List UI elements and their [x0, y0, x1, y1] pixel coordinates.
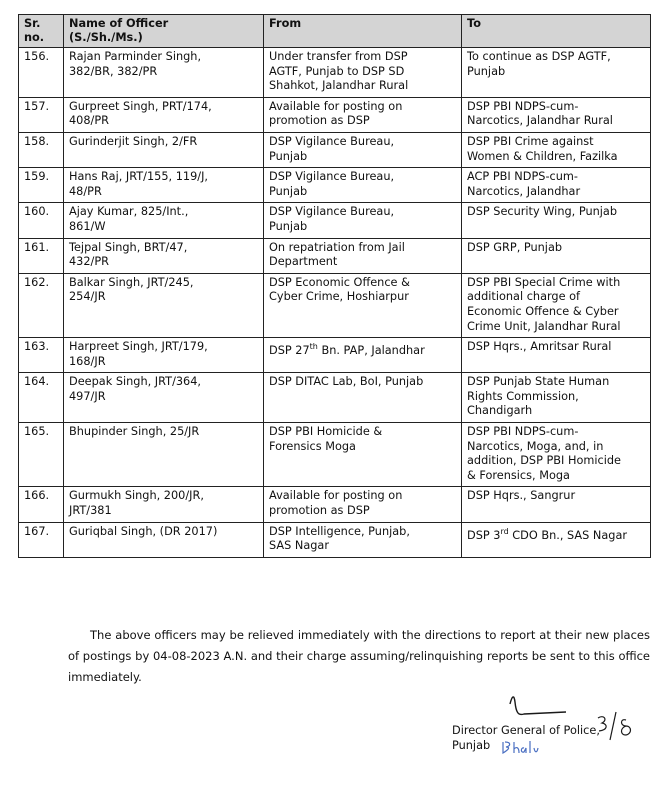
cell-from-posting: DSP DITAC Lab, BoI, Punjab — [264, 373, 462, 423]
cell-to-posting: DSP 3rd CDO Bn., SAS Nagar — [462, 522, 651, 557]
table-row — [19, 97, 651, 132]
cell-sr-no: 166. — [19, 487, 64, 522]
cell-sr-no: 167. — [19, 522, 64, 557]
cell-officer-name: Rajan Parminder Singh, 382/BR, 382/PR — [64, 48, 264, 98]
header-from: From — [264, 15, 462, 48]
postings-table — [18, 14, 651, 558]
table-row — [19, 522, 651, 557]
cell-officer-name: Hans Raj, JRT/155, 119/J, 48/PR — [64, 168, 264, 203]
cell-to-posting: ACP PBI NDPS-cum- Narcotics, Jalandhar — [462, 168, 651, 203]
cell-officer-name: Guriqbal Singh, (DR 2017) — [64, 522, 264, 557]
header-row — [19, 15, 651, 48]
cell-officer-name: Deepak Singh, JRT/364, 497/JR — [64, 373, 264, 423]
cell-to-posting: DSP GRP, Punjab — [462, 238, 651, 273]
cell-officer-name: Gurinderjit Singh, 2/FR — [64, 132, 264, 167]
cell-officer-name: Tejpal Singh, BRT/47, 432/PR — [64, 238, 264, 273]
cell-officer-name: Gurpreet Singh, PRT/174, 408/PR — [64, 97, 264, 132]
cell-to-posting: DSP PBI NDPS-cum- Narcotics, Moga, and, in addition, DSP PBI Homicide & Forensics, Moga — [462, 423, 651, 487]
table-row — [19, 132, 651, 167]
cell-sr-no: 159. — [19, 168, 64, 203]
cell-from-posting: DSP Economic Offence & Cyber Crime, Hoshiarpur — [264, 273, 462, 337]
cell-sr-no: 158. — [19, 132, 64, 167]
table-row — [19, 238, 651, 273]
cell-to-posting: DSP Security Wing, Punjab — [462, 203, 651, 238]
cell-sr-no: 164. — [19, 373, 64, 423]
table-row — [19, 203, 651, 238]
cell-from-posting: Available for posting on promotion as DSP — [264, 487, 462, 522]
cell-from-posting: On repatriation from Jail Department — [264, 238, 462, 273]
cell-to-posting: DSP Hqrs., Amritsar Rural — [462, 338, 651, 373]
cell-from-posting: Under transfer from DSP AGTF, Punjab to DSP SD Shahkot, Jalandhar Rural — [264, 48, 462, 98]
table-row — [19, 487, 651, 522]
cell-sr-no: 161. — [19, 238, 64, 273]
relieving-directions-paragraph — [68, 625, 650, 688]
cell-to-posting: DSP Hqrs., Sangrur — [462, 487, 651, 522]
cell-from-posting: DSP 27th Bn. PAP, Jalandhar — [264, 338, 462, 373]
cell-to-posting: DSP PBI NDPS-cum- Narcotics, Jalandhar Rural — [462, 97, 651, 132]
cell-officer-name: Ajay Kumar, 825/Int., 861/W — [64, 203, 264, 238]
designation-line-2: Punjab — [452, 739, 491, 752]
cell-from-posting: DSP Intelligence, Punjab, SAS Nagar — [264, 522, 462, 557]
cell-from-posting: DSP Vigilance Bureau, Punjab — [264, 203, 462, 238]
header-name-of-officer: Name of Officer (S./Sh./Ms.) — [64, 15, 264, 48]
cell-sr-no: 165. — [19, 423, 64, 487]
cell-from-posting: DSP Vigilance Bureau, Punjab — [264, 132, 462, 167]
table-row — [19, 168, 651, 203]
cell-sr-no: 160. — [19, 203, 64, 238]
table-row — [19, 273, 651, 337]
cell-sr-no: 157. — [19, 97, 64, 132]
cell-sr-no: 156. — [19, 48, 64, 98]
cell-sr-no: 163. — [19, 338, 64, 373]
cell-from-posting: DSP Vigilance Bureau, Punjab — [264, 168, 462, 203]
cell-to-posting: DSP Punjab State Human Rights Commission, Chandigarh — [462, 373, 651, 423]
cell-officer-name: Harpreet Singh, JRT/179, 168/JR — [64, 338, 264, 373]
table-row — [19, 338, 651, 373]
header-to: To — [462, 15, 651, 48]
header-sr-no: Sr. no. — [19, 15, 64, 48]
cell-from-posting: Available for posting on promotion as DSP — [264, 97, 462, 132]
relieving-directions-text: The above officers may be relieved immediately with the directions to report at their new places of postings by 04-08-2023 A.N. and their charge assuming/relinquishing reports be sent to this office immediately. — [68, 628, 650, 684]
cell-to-posting: To continue as DSP AGTF, Punjab — [462, 48, 651, 98]
cell-officer-name: Balkar Singh, JRT/245, 254/JR — [64, 273, 264, 337]
cell-to-posting: DSP PBI Crime against Women & Children, Fazilka — [462, 132, 651, 167]
cell-sr-no: 162. — [19, 273, 64, 337]
designation-line-1: Director General of Police, — [452, 724, 600, 737]
cell-to-posting: DSP PBI Special Crime with additional charge of Economic Offence & Cyber Crime Unit, Jalandhar Rural — [462, 273, 651, 337]
table-row — [19, 423, 651, 487]
cell-officer-name: Bhupinder Singh, 25/JR — [64, 423, 264, 487]
handwritten-initials — [500, 738, 550, 758]
cell-from-posting: DSP PBI Homicide & Forensics Moga — [264, 423, 462, 487]
cell-officer-name: Gurmukh Singh, 200/JR, JRT/381 — [64, 487, 264, 522]
table-row — [19, 48, 651, 98]
table-row — [19, 373, 651, 423]
